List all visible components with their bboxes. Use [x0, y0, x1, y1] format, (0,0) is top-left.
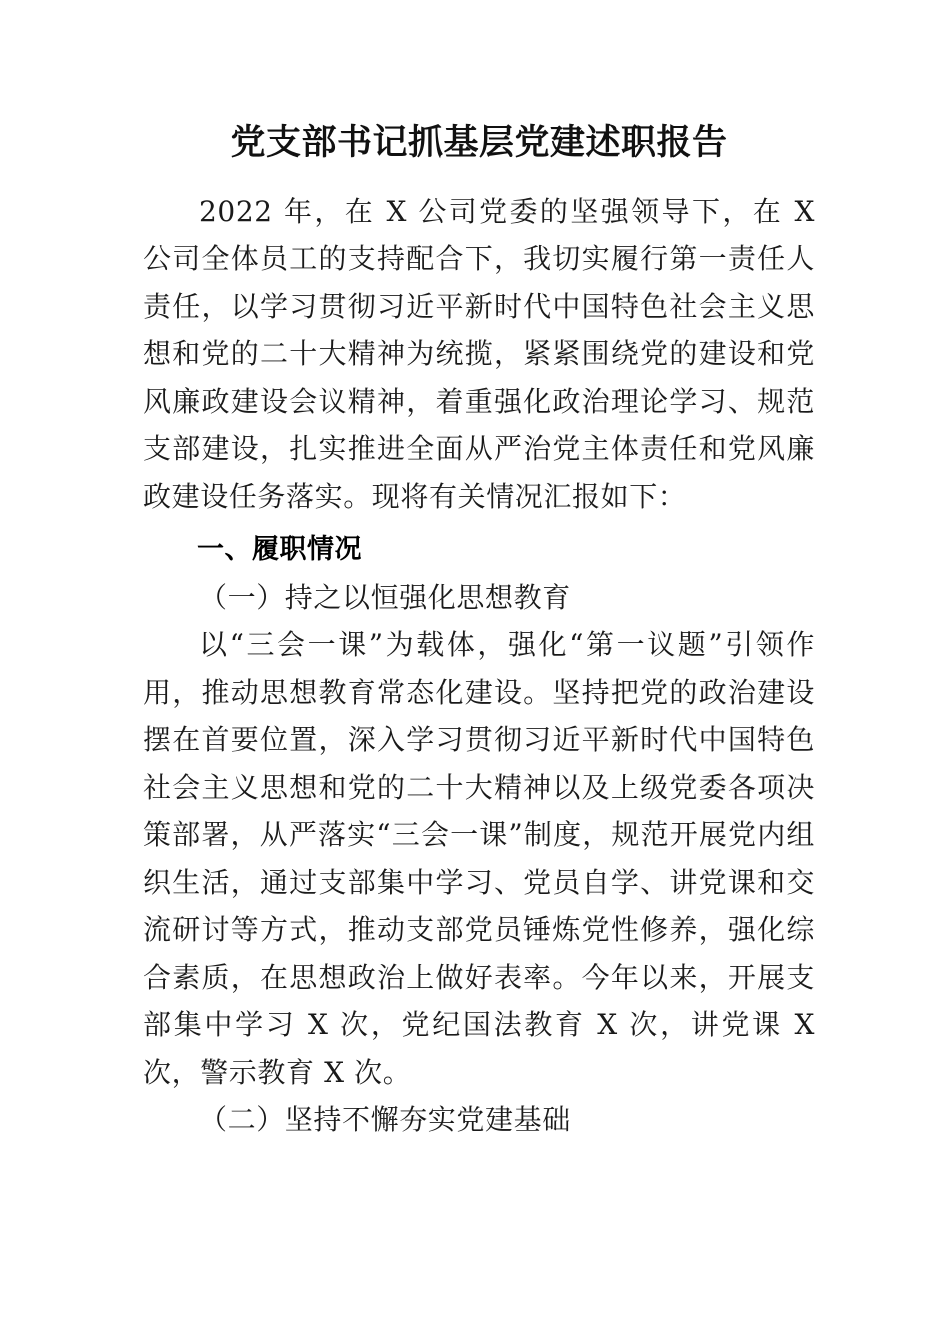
- document-body: [143, 0, 815, 1144]
- section-heading-one: 一、履职情况: [197, 534, 362, 566]
- subsection-one-body: 以“三会一课”为载体，强化“第一议题”引领作用，推动思想教育常态化建设。坚持把党的政治建设摆在首要位置，深入学习贯彻习近平新时代中国特色社会主义思想和党的二十大精神以及上级党委各项决策部署，从严落实“三会一课”制度，规范开展党内组织生活，通过支部集中学习、党员自学、讲党课和交流研讨等方式，推动支部党员锤炼党性修养，强化综合素质，在思想政治上做好表率。今年以来，开展支部集中学习 X 次，党纪国法教育 X 次，讲党课 X 次，警示教育 X 次。: [143, 628, 815, 1089]
- intro-paragraph: 2022 年，在 X 公司党委的坚强领导下，在 X 公司全体员工的支持配合下，我切实履行第一责任人责任，以学习贯彻习近平新时代中国特色社会主义思想和党的二十大精神为统揽，紧紧围绕党的建设和党风廉政建设会议精神，着重强化政治理论学习、规范支部建设，扎实推进全面从严治党主体责任和党风廉政建设任务落实。现将有关情况汇报如下：: [143, 194, 815, 513]
- subsection-heading-two: （二）坚持不懈夯实党建基础: [199, 1103, 571, 1137]
- page-title: 党支部书记抓基层党建述职报告: [230, 123, 728, 163]
- subsection-heading-one: （一）持之以恒强化思想教育: [199, 580, 571, 614]
